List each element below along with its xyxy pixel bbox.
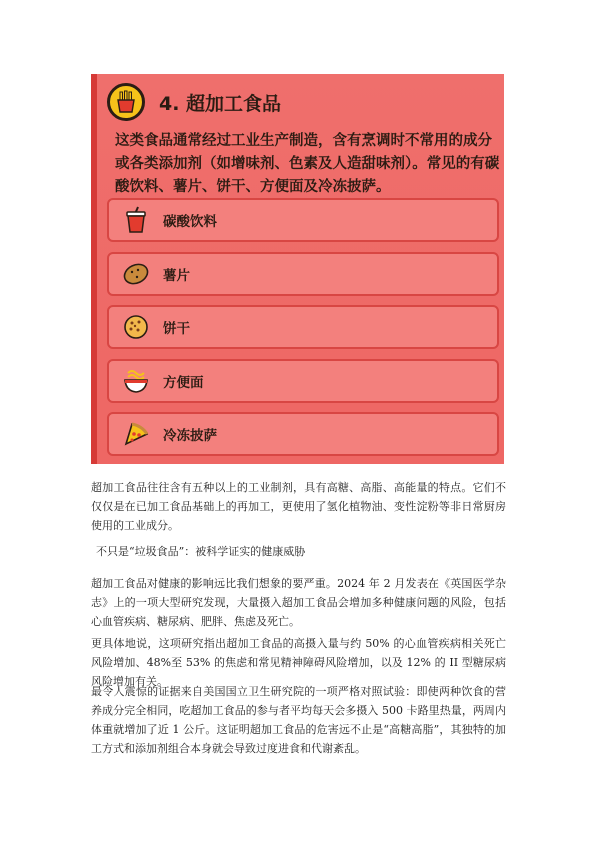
item-label: 薯片 [163, 268, 190, 284]
paragraph-intro: 超加工食品往往含有五种以上的工业制剂，具有高糖、高脂、高能量的特点。它们不仅仅是在已加工食品基础上的再加工，更使用了氢化植物油、变性淀粉等非日常厨房使用的工业成分。 [91, 481, 506, 532]
item-label: 冷冻披萨 [163, 428, 217, 444]
paragraph-nih-trial: 最令人震惊的证据来自美国国立卫生研究院的一项严格对照试验：即使两种饮食的营养成分完全相同，吃超加工食品的参与者平均每天会多摄入 500 卡路里热量，两周内体重就增加了近 1 公斤。这证明超加工食品的危害远不止是“高糖高脂”，其独特的加工方式和添加剂组合本身就会导致过度进食和代谢紊乱。 [91, 685, 506, 755]
card-title: 4. 超加工食品 [159, 92, 282, 115]
potato-icon [119, 257, 153, 291]
section-subheading: 不只是“垃圾食品”：被科学证实的健康威胁 [96, 545, 306, 558]
paragraph-statistics: 更具体地说，这项研究指出超加工食品的高摄入量与约 50% 的心血管疾病相关死亡风险增加、48%至 53% 的焦虑和常见精神障碍风险增加，以及 12% 的 II 型糖尿病风险增加有关。 [91, 637, 506, 688]
list-item-soda [107, 198, 499, 242]
ultra-processed-food-card [91, 74, 504, 464]
noodle-bowl-icon [119, 364, 153, 398]
cookie-icon [119, 310, 153, 344]
item-label: 饼干 [163, 321, 190, 337]
list-item-cookies [107, 305, 499, 349]
paragraph-health-impact: 超加工食品对健康的影响远比我们想象的要严重。2024 年 2 月发表在《英国医学杂志》上的一项大型研究发现，大量摄入超加工食品会增加多种健康问题的风险，包括心血管疾病、糖尿病、肥胖、焦虑及死亡。 [91, 577, 506, 628]
card-header [107, 80, 281, 124]
fries-icon [107, 83, 145, 121]
list-item-frozen-pizza [107, 412, 499, 456]
item-label: 碳酸饮料 [163, 214, 217, 230]
item-label: 方便面 [163, 375, 204, 391]
soda-cup-icon [119, 203, 153, 237]
pizza-slice-icon [119, 417, 153, 451]
card-description: 这类食品通常经过工业生产制造，含有烹调时不常用的成分或各类添加剂（如增味剂、色素及人造甜味剂）。常见的有碳酸饮料、薯片、饼干、方便面及冷冻披萨。 [115, 133, 500, 195]
list-item-chips [107, 252, 499, 296]
list-item-instant-noodles [107, 359, 499, 403]
